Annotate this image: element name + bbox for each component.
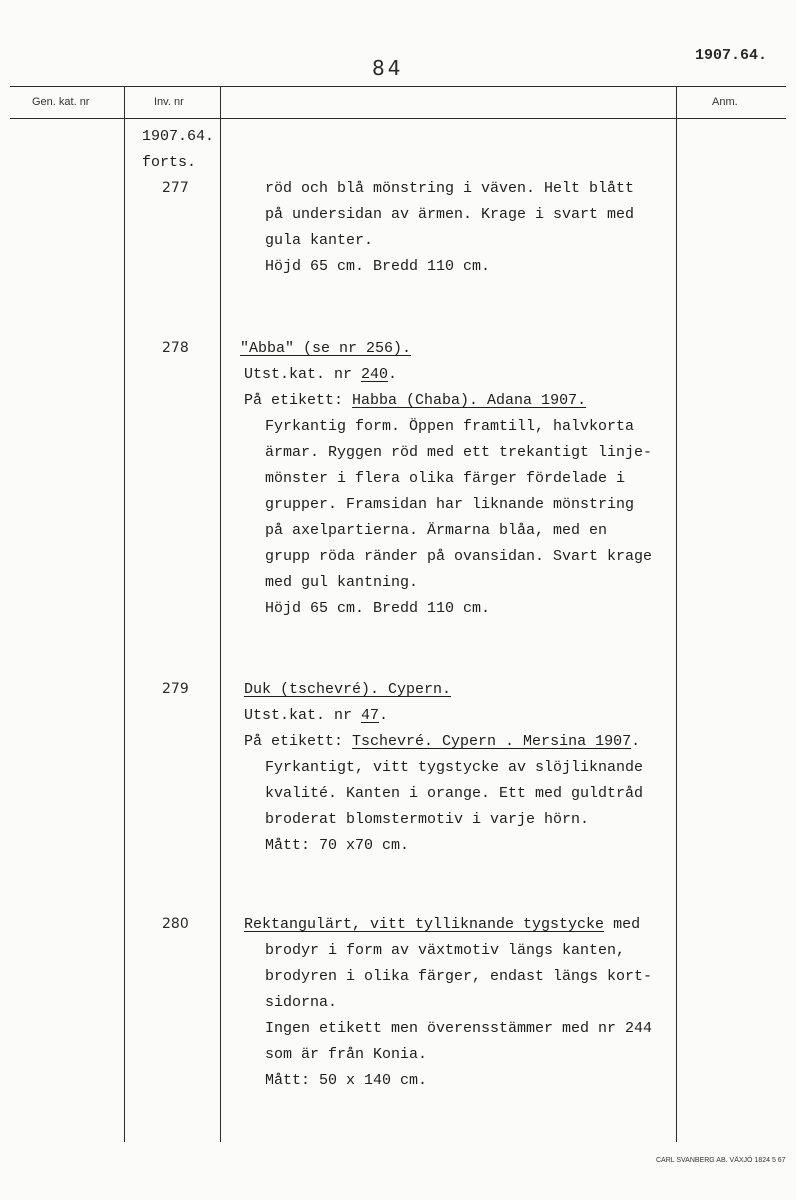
entry-277-line-1: röd och blå mönstring i väven. Helt blått xyxy=(265,180,635,197)
entry-280-title xyxy=(244,912,640,938)
column-header-gen-kat: Gen. kat. nr xyxy=(32,96,90,108)
header-rule xyxy=(10,118,786,119)
column-header-anm: Anm. xyxy=(712,96,738,108)
entry-278-line-7: med gul kantning. xyxy=(265,574,419,591)
entry-280-line-5: som är från Konia. xyxy=(265,1046,428,1063)
entry-280-line-3: sidorna. xyxy=(265,994,338,1011)
page-number: 84 xyxy=(372,56,404,80)
utst-suffix: . xyxy=(388,366,398,383)
entry-278-title xyxy=(240,336,411,362)
entry-278-line-6: grupp röda ränder på ovansidan. Svart krage xyxy=(265,548,653,565)
entry-280-title-suffix: med xyxy=(604,916,641,933)
entry-number-278: 278 xyxy=(162,340,189,356)
entry-279-line-4: Mått: 70 x70 cm. xyxy=(265,837,410,854)
entry-279-utst xyxy=(244,703,388,729)
continuation-inv: 1907.64. xyxy=(142,128,215,145)
entry-number-279: 279 xyxy=(162,681,189,697)
continuation-note: forts. xyxy=(142,154,197,171)
column-rule-inv xyxy=(124,86,125,1142)
entry-279-title xyxy=(244,677,451,703)
entry-278-line-8: Höjd 65 cm. Bredd 110 cm. xyxy=(265,600,491,617)
etikett-text: Habba (Chaba). Adana 1907. xyxy=(352,392,587,409)
entry-278-line-2: ärmar. Ryggen röd med ett trekantigt linje- xyxy=(265,444,653,461)
etikett-suffix: . xyxy=(631,733,641,750)
header-inventory-number: 1907.64. xyxy=(695,47,768,64)
entry-279-line-2: kvalité. Kanten i orange. Ett med guldtråd xyxy=(265,785,644,802)
top-rule xyxy=(10,86,786,87)
column-rule-text xyxy=(220,86,221,1142)
etikett-prefix: På etikett: xyxy=(244,733,353,750)
etikett-prefix: På etikett: xyxy=(244,392,353,409)
entry-280-line-6: Mått: 50 x 140 cm. xyxy=(265,1072,428,1089)
utst-prefix: Utst.kat. nr xyxy=(244,366,362,383)
utst-number: 47 xyxy=(361,707,380,724)
column-rule-anm xyxy=(676,86,677,1142)
entry-278-line-4: grupper. Framsidan har liknande mönstring xyxy=(265,496,635,513)
entry-278-line-5: på axelpartierna. Ärmarna blåa, med en xyxy=(265,522,608,539)
entry-278-utst xyxy=(244,362,397,388)
entry-280-line-4: Ingen etikett men överensstämmer med nr 244 xyxy=(265,1020,653,1037)
utst-number: 240 xyxy=(361,366,389,383)
entry-279-etikett xyxy=(244,729,640,755)
entry-277-line-2: på undersidan av ärmen. Krage i svart med xyxy=(265,206,635,223)
utst-prefix: Utst.kat. nr xyxy=(244,707,362,724)
entry-278-title-text: "Abba" (se nr 256). xyxy=(240,340,412,357)
entry-280-line-2: brodyren i olika färger, endast längs kort- xyxy=(265,968,653,985)
entry-277-line-3: gula kanter. xyxy=(265,232,374,249)
entry-278-line-1: Fyrkantig form. Öppen framtill, halvkorta xyxy=(265,418,635,435)
printer-imprint: CARL SVANBERG AB. VÄXJÖ 1824 5 67 xyxy=(656,1157,786,1164)
entry-number-277: 277 xyxy=(162,180,189,196)
etikett-text: Tschevré. Cypern . Mersina 1907 xyxy=(352,733,632,750)
utst-suffix: . xyxy=(379,707,389,724)
entry-280-line-1: brodyr i form av växtmotiv längs kanten, xyxy=(265,942,626,959)
entry-280-title-text: Rektangulärt, vitt tylliknande tygstycke xyxy=(244,916,605,933)
entry-number-280: 280 xyxy=(162,916,189,932)
entry-279-title-text: Duk (tschevré). Cypern. xyxy=(244,681,452,698)
column-header-inv: Inv. nr xyxy=(154,96,184,108)
entry-278-etikett xyxy=(244,388,586,414)
entry-278-line-3: mönster i flera olika färger fördelade i xyxy=(265,470,626,487)
entry-277-line-4: Höjd 65 cm. Bredd 110 cm. xyxy=(265,258,491,275)
entry-279-line-1: Fyrkantigt, vitt tygstycke av slöjliknande xyxy=(265,759,644,776)
entry-279-line-3: broderat blomstermotiv i varje hörn. xyxy=(265,811,590,828)
